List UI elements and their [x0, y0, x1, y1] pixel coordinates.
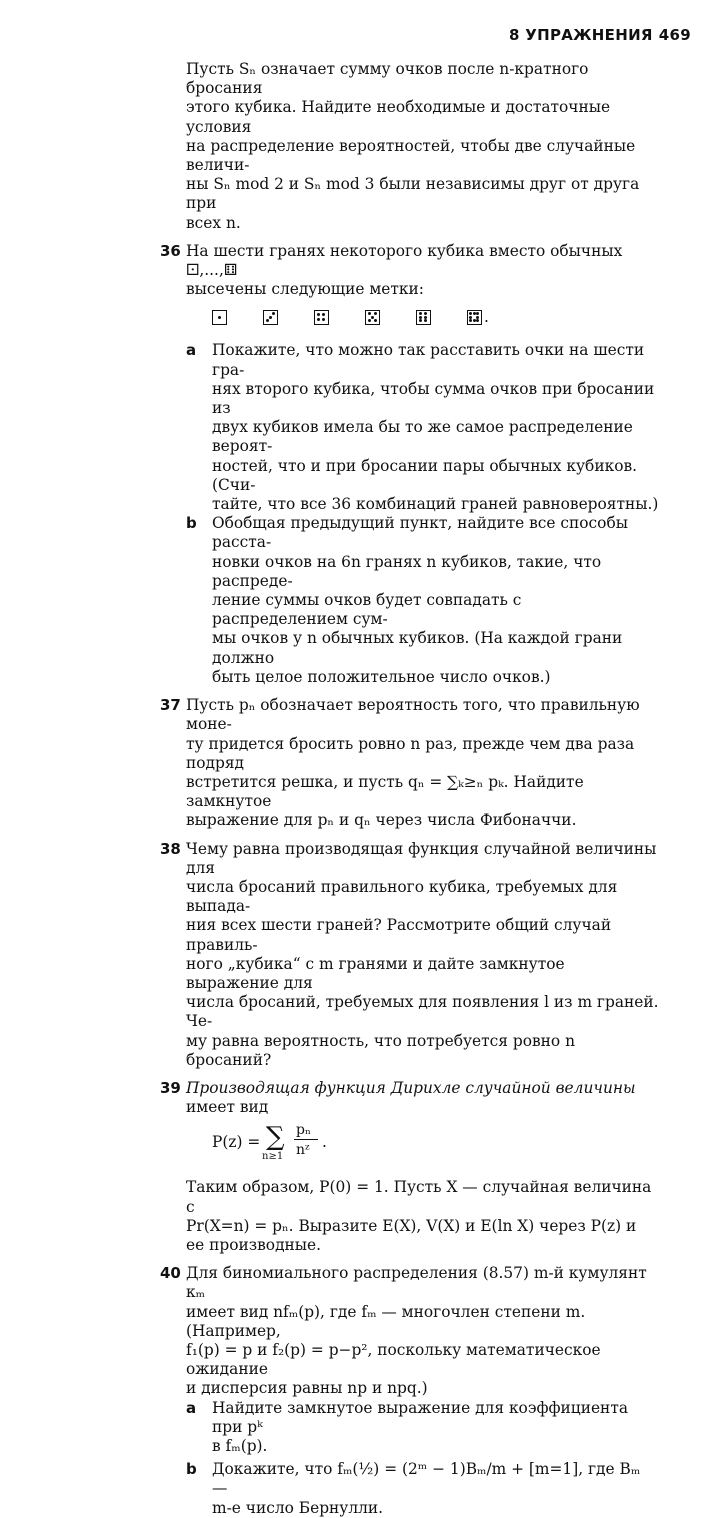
text-line: ного „кубика“ с m гранями и дайте замкнутое выражение для [186, 954, 565, 992]
dirichlet-formula [0, 1117, 703, 1169]
exercise-number: 39 [160, 1078, 181, 1097]
text-line: Обобщая предыдущий пункт, найдите все способы расста- [212, 514, 628, 552]
die-face-8-icon [467, 310, 482, 325]
die-face-6-icon [416, 310, 431, 325]
exercise-40 [0, 1264, 703, 1398]
text-line: ту придется бросить ровно n раз, прежде чем два раза подряд [186, 734, 635, 772]
text-line: Найдите замкнутое выражение для коэффициента при pᵏ [212, 1398, 629, 1436]
exercise-number: 38 [160, 839, 181, 858]
formula-period: . [322, 1133, 327, 1152]
exercise-37 [0, 696, 703, 830]
text-line: Для биномиального распределения (8.57) m-й кумулянт κₘ [186, 1264, 647, 1302]
text-line: всех n. [186, 213, 241, 232]
exercise-36-part-b [0, 514, 703, 687]
text-line: и дисперсия равны np и npq.) [186, 1379, 428, 1398]
text-line: Pr(X=n) = pₙ. Выразите E(X), V(X) и E(ln X) через P(z) и [186, 1216, 637, 1235]
text-line: высечены следующие метки: [186, 280, 424, 299]
text-line: m-е число Бернулли. [212, 1498, 384, 1517]
text-line: на распределение вероятностей, чтобы две случайные величи- [186, 136, 636, 175]
die-face-1-icon [212, 310, 227, 325]
die-face-3-icon [263, 310, 278, 325]
exercise-38 [0, 840, 703, 1070]
italic-term: Производящая функция Дирихле случайной величины [186, 1078, 636, 1097]
text-line: ны Sₙ mod 2 и Sₙ mod 3 были независимы друг от друга при [186, 175, 640, 213]
text-line: Таким образом, P(0) = 1. Пусть X — случайная величина с [186, 1178, 652, 1216]
exercise-40-part-a [0, 1399, 703, 1457]
text-line: новки очков на 6n гранях n кубиков, такие, что распреде- [212, 552, 602, 590]
formula-lhs: P(z) = [212, 1133, 261, 1152]
text-line: му равна вероятность, что потребуется ровно n бросаний? [186, 1031, 575, 1069]
intro-paragraph [0, 60, 703, 233]
text-line: выражение для pₙ и qₙ через числа Фибоначчи. [186, 811, 577, 830]
text-line: встретится решка, и пусть qₙ = ∑ₖ≥ₙ pₖ. Найдите замкнутое [186, 772, 584, 811]
text-line: Покажите, что можно так расставить очки на шести гра- [212, 341, 645, 379]
running-header [509, 26, 691, 45]
exercise-40-part-b [0, 1460, 703, 1518]
text-line: имеет вид nfₘ(p), где fₘ — многочлен степени m. (Например, [186, 1302, 586, 1340]
text-line: Чему равна производящая функция случайной величины для [186, 839, 657, 877]
page-body [0, 60, 703, 1518]
text-line: Докажите, что fₘ(½) = (2ᵐ − 1)Bₘ/m + [m=1], где Bₘ — [212, 1460, 641, 1498]
die-face-5-icon [365, 310, 380, 325]
part-letter: b [186, 514, 197, 533]
page-number: 469 [658, 26, 691, 44]
die-face-4-icon [314, 310, 329, 325]
formula-denominator: nᶻ [296, 1142, 310, 1159]
text-line [186, 1079, 659, 1098]
exercise-number: 37 [160, 696, 181, 715]
text-line: двух кубиков имела бы то же самое распределение вероят- [212, 418, 633, 456]
exercise-number: 40 [160, 1264, 181, 1283]
text-line: Пусть pₙ обозначает вероятность того, что правильную моне- [186, 696, 640, 734]
formula-numerator: pₙ [296, 1122, 312, 1139]
text-line: тайте, что все 36 комбинаций граней равновероятны.) [212, 495, 659, 514]
fraction-bar [294, 1139, 318, 1140]
text-line: мы очков у n обычных кубиков. (На каждой грани должно [212, 629, 623, 667]
text-line: этого кубика. Найдите необходимые и достаточные условия [186, 98, 611, 136]
exercise-39 [0, 1079, 703, 1117]
text-line: в fₘ(p). [212, 1437, 268, 1455]
text-line: ния всех шести граней? Рассмотрите общий случай правиль- [186, 916, 612, 954]
text-line: Пусть Sₙ означает сумму очков после n-кратного бросания [186, 60, 589, 98]
text-line: числа бросаний правильного кубика, требуемых для выпада- [186, 877, 618, 916]
text-line: ее производные. [186, 1235, 322, 1254]
part-letter: b [186, 1460, 197, 1479]
part-letter: a [186, 1398, 197, 1417]
text-line: На шести гранях некоторого кубика вместо обычных ⚀,...,⚅ [186, 241, 623, 280]
sum-symbol: ∑ [266, 1122, 285, 1153]
exercise-39-continuation [0, 1178, 703, 1255]
text-line: нях второго кубика, чтобы сумма очков при бросании из [212, 379, 655, 418]
text-line: быть целое положительное число очков.) [212, 667, 551, 686]
exercise-36-part-a [0, 341, 703, 514]
text-line: имеет вид [186, 1098, 269, 1117]
exercise-number: 36 [160, 241, 181, 260]
text-line: числа бросаний, требуемых для появления l из m граней. Че- [186, 993, 659, 1031]
chapter-title: 8 УПРАЖНЕНИЯ [508, 26, 653, 44]
text-line: ление суммы очков будет совпадать с распределением сум- [212, 591, 522, 629]
text-line: f₁(p) = p и f₂(p) = p−p², поскольку математическое ожидание [186, 1340, 601, 1379]
part-letter: a [186, 341, 197, 360]
dice-marks-row [0, 299, 703, 335]
dice-row-period: . [484, 307, 489, 326]
text-line: ностей, что и при бросании пары обычных кубиков. (Счи- [212, 456, 638, 494]
exercise-36 [0, 242, 703, 300]
sum-index: n≥1 [262, 1151, 284, 1163]
